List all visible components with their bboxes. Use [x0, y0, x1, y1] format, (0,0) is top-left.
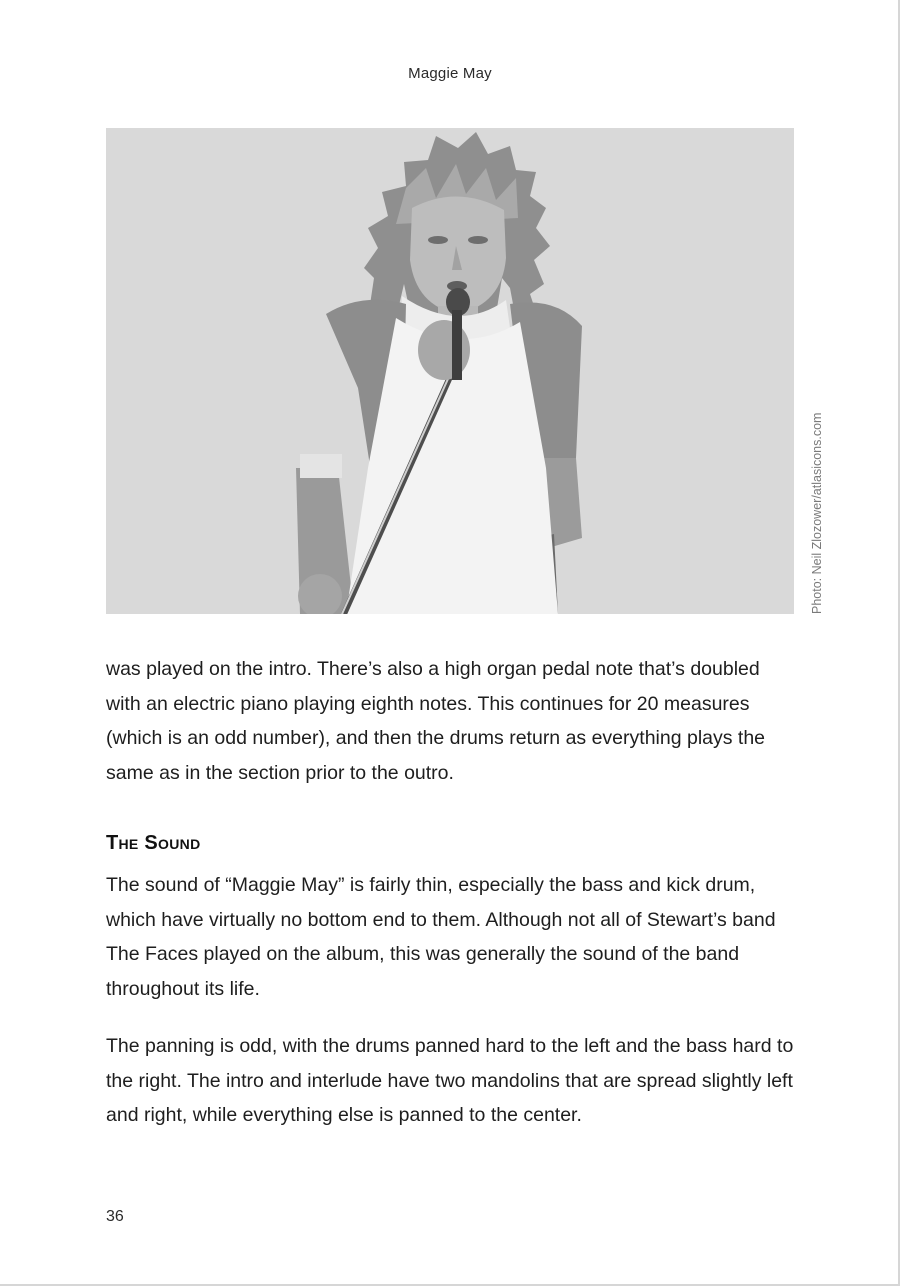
section-heading: The Sound: [106, 832, 201, 854]
paragraph-1: was played on the intro. There’s also a high organ pedal note that’s doubled with an electric piano playing eighth notes. This continues for 20 measures (which is an odd number), and then the drums return as everything plays the same as in the section prior to the outro.: [106, 658, 766, 784]
page-number: 36: [106, 1208, 124, 1225]
photo-credit: Photo: Neil Zlozower/atlasicons.com: [810, 412, 824, 614]
paragraph-3: The panning is odd, with the drums panned hard to the left and the bass hard to the right. The intro and interlude have two mandolins that are spread slightly left and right, while everything else is panned to the center.: [106, 1035, 794, 1126]
performer-photo: [106, 128, 794, 614]
paragraph-2: The sound of “Maggie May” is fairly thin, especially the bass and kick drum, which have virtually no bottom end to them. Although not all of Stewart’s band The Faces played on the album, this was generally the sound of the band throughout its life.: [106, 874, 776, 1000]
running-head: Maggie May: [408, 65, 492, 82]
